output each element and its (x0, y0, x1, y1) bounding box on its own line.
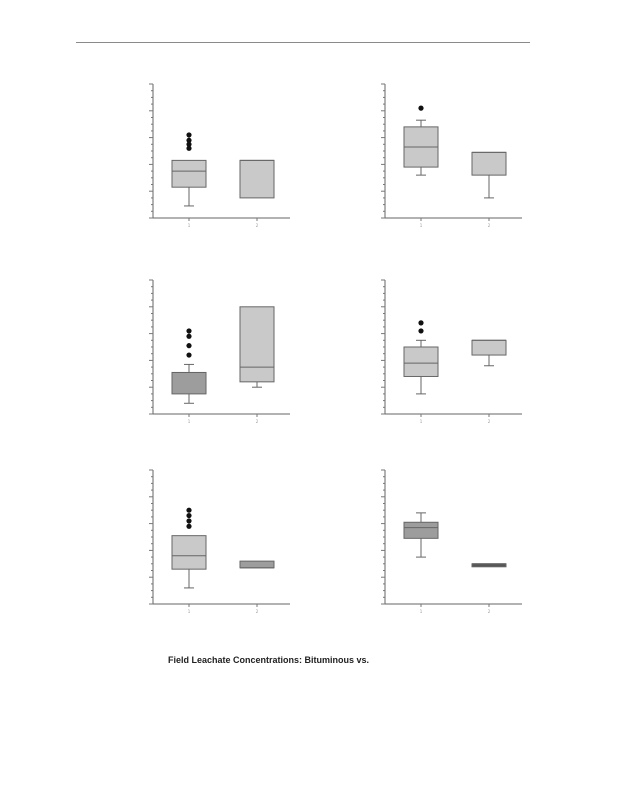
x-tick-label: 2 (255, 223, 259, 228)
outlier-point (418, 106, 423, 111)
x-tick-label: 1 (187, 419, 191, 424)
x-tick-label: 1 (187, 223, 191, 228)
outlier-point (186, 508, 191, 513)
outlier-point (186, 352, 191, 357)
box-2 (472, 340, 506, 355)
header-rule (76, 42, 530, 43)
boxplot-panel-middle-right (372, 276, 532, 426)
box-1 (404, 347, 438, 376)
box-1 (404, 522, 438, 538)
boxplot-panel-top-right (372, 80, 532, 230)
boxplot-panel-bottom-left (140, 466, 300, 616)
x-tick-label: 2 (487, 609, 491, 614)
x-tick-label: 1 (187, 609, 191, 614)
outlier-point (418, 320, 423, 325)
outlier-point (186, 518, 191, 523)
box-2 (240, 160, 274, 198)
outlier-point (186, 334, 191, 339)
x-tick-label: 2 (487, 223, 491, 228)
boxplot-panel-top-left (140, 80, 300, 230)
x-tick-label: 1 (419, 609, 423, 614)
outlier-point (186, 132, 191, 137)
outlier-point (186, 524, 191, 529)
x-tick-label: 1 (419, 223, 423, 228)
box-2 (472, 152, 506, 175)
outlier-point (186, 138, 191, 143)
box-1 (172, 372, 206, 393)
x-tick-label: 2 (255, 609, 259, 614)
box-2 (240, 307, 274, 382)
outlier-point (418, 328, 423, 333)
figure-caption: Field Leachate Concentrations: Bituminous vs. (168, 655, 370, 665)
box-2 (240, 561, 274, 568)
outlier-point (186, 328, 191, 333)
boxplot-panel-bottom-right (372, 466, 532, 616)
boxplot-panel-middle-left (140, 276, 300, 426)
box-1 (172, 160, 206, 187)
outlier-point (186, 513, 191, 518)
x-tick-label: 2 (255, 419, 259, 424)
box-1 (172, 536, 206, 570)
x-tick-label: 1 (419, 419, 423, 424)
outlier-point (186, 343, 191, 348)
x-tick-label: 2 (487, 419, 491, 424)
